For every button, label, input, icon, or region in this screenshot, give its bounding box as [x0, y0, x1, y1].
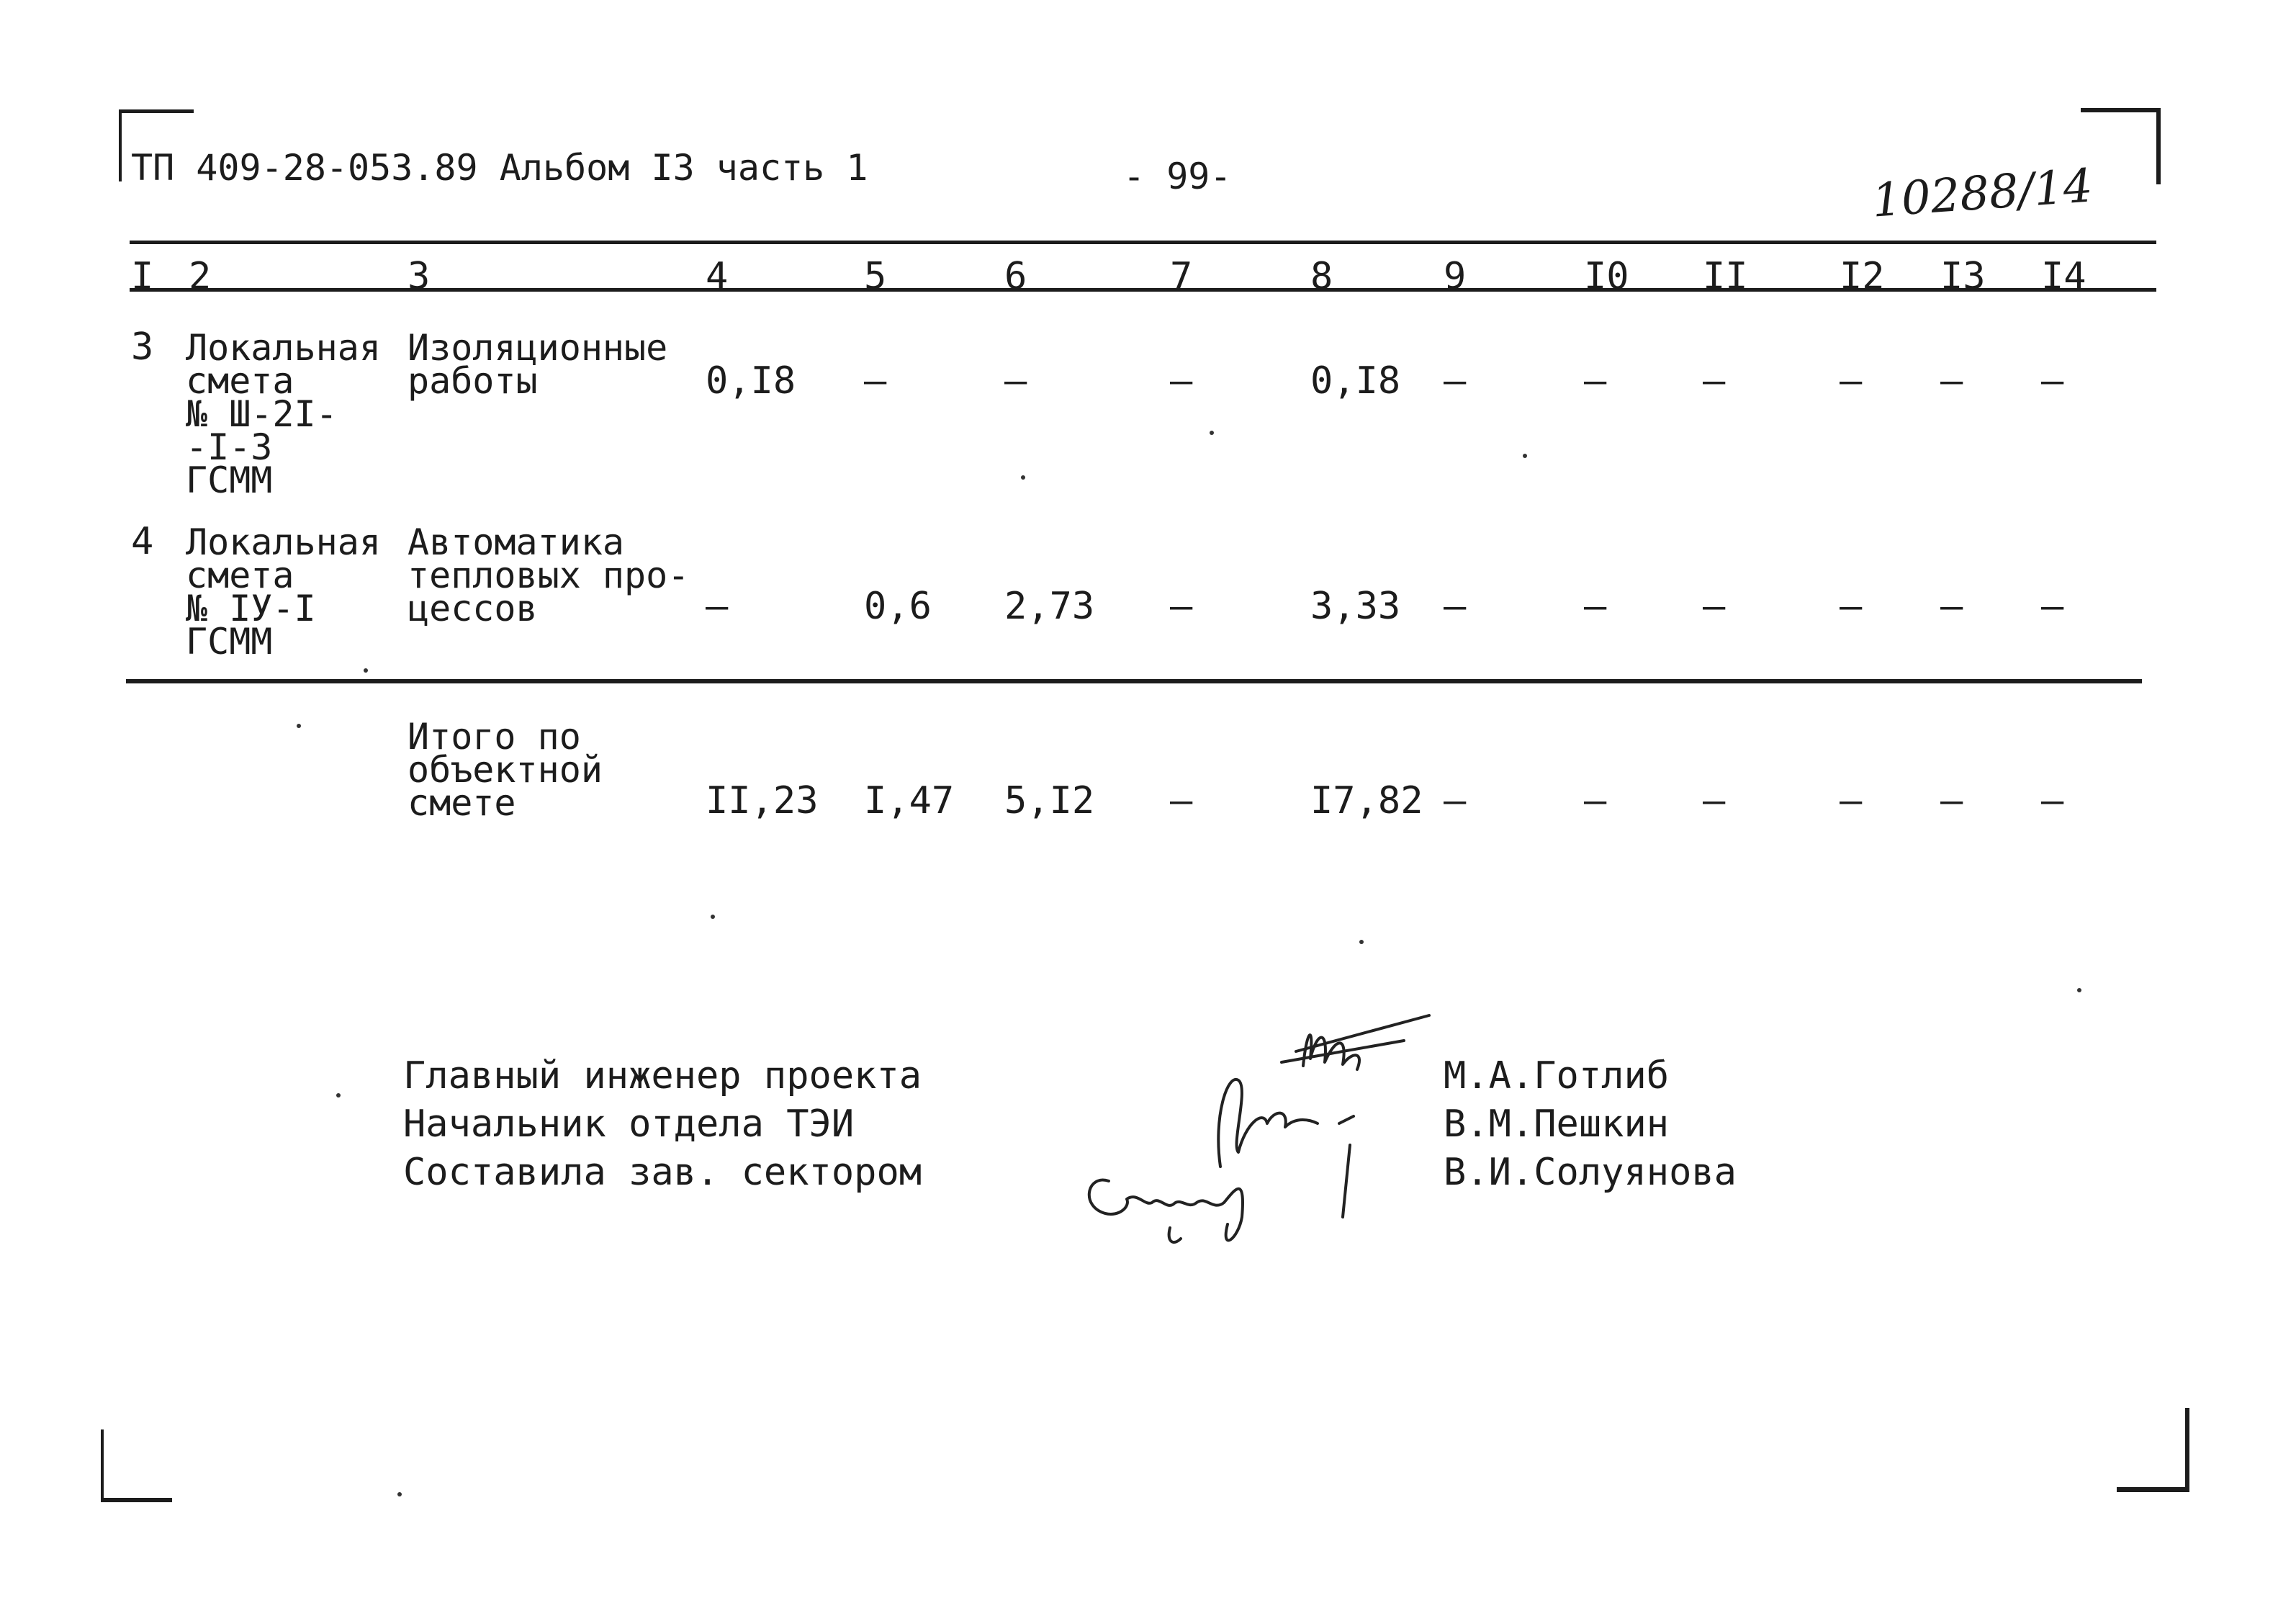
cell-col4: – [706, 585, 729, 628]
corner-mark-top-right [2081, 108, 2161, 184]
estimate-document: Локальная смета № Ш-2I- -I-3 ГСММ [186, 327, 381, 501]
row-number: 3 [131, 326, 154, 369]
signatory-name: В.И.Солуянова [1444, 1151, 1737, 1194]
cell-col11: – [1703, 359, 1726, 403]
cell-col12: – [1840, 585, 1863, 628]
cell-col9: – [1444, 585, 1467, 628]
cell-col14: – [2041, 359, 2064, 403]
signatory-name: М.А.Готлиб [1444, 1054, 1670, 1097]
column-header: 3 [408, 255, 431, 298]
cell-col12: – [1840, 359, 1863, 403]
cell-col10: – [1584, 359, 1607, 403]
column-header: I0 [1584, 255, 1629, 298]
cell-col5: 0,6 [864, 585, 932, 628]
cell-col7: – [1170, 359, 1193, 403]
column-header: 2 [189, 255, 212, 298]
total-col4: II,23 [706, 779, 819, 822]
cell-col6: – [1004, 359, 1027, 403]
column-header: II [1703, 255, 1748, 298]
cell-col9: – [1444, 359, 1467, 403]
scan-speck [297, 724, 301, 728]
total-separator-rule [126, 679, 2142, 683]
cell-col13: – [1940, 359, 1963, 403]
column-header: 4 [706, 255, 729, 298]
total-col5: I,47 [864, 779, 955, 822]
row-number: 4 [131, 520, 154, 563]
signatory-title: Составила зав. сектором [403, 1151, 922, 1194]
signature-3 [1089, 1180, 1243, 1242]
cell-col14: – [2041, 585, 2064, 628]
column-header: I [131, 255, 154, 298]
total-col10: – [1584, 779, 1607, 822]
document-reference: ТП 409-28-053.89 Альбом I3 часть 1 [131, 147, 868, 189]
cell-col5: – [864, 359, 887, 403]
scan-speck [711, 915, 715, 919]
total-col9: – [1444, 779, 1467, 822]
signatory-title: Начальник отдела ТЭИ [403, 1103, 855, 1146]
total-col7: – [1170, 779, 1193, 822]
total-col11: – [1703, 779, 1726, 822]
page-number: - 99- [1123, 156, 1232, 197]
signature-1 [1282, 1015, 1429, 1069]
cell-col7: – [1170, 585, 1193, 628]
estimate-document: Локальная смета № IУ-I ГСММ [186, 521, 381, 663]
column-header: I4 [2041, 255, 2086, 298]
cell-col13: – [1940, 585, 1963, 628]
total-col6: 5,I2 [1004, 779, 1095, 822]
cell-col10: – [1584, 585, 1607, 628]
scan-speck [336, 1093, 341, 1097]
handwritten-signatures [1066, 1001, 1469, 1275]
column-header: 5 [864, 255, 887, 298]
total-col8: I7,82 [1310, 779, 1423, 822]
cell-col8: 0,I8 [1310, 359, 1401, 403]
cell-col4: 0,I8 [706, 359, 796, 403]
scan-speck [397, 1492, 402, 1496]
column-header: 6 [1004, 255, 1027, 298]
column-header: 8 [1310, 255, 1333, 298]
column-header: I3 [1940, 255, 1986, 298]
scan-speck [1523, 454, 1527, 458]
corner-mark-bottom-left [101, 1429, 172, 1502]
signatory-name: В.М.Пешкин [1444, 1103, 1670, 1146]
cell-col11: – [1703, 585, 1726, 628]
work-name: Автоматика тепловых про- цессов [408, 521, 690, 629]
column-header: 7 [1170, 255, 1193, 298]
scan-speck [2077, 988, 2081, 992]
scan-speck [1021, 475, 1025, 480]
total-col14: – [2041, 779, 2064, 822]
column-header: I2 [1840, 255, 1885, 298]
total-col12: – [1840, 779, 1863, 822]
cell-col8: 3,33 [1310, 585, 1401, 628]
signatory-title: Главный инженер проекта [403, 1054, 922, 1097]
column-header: 9 [1444, 255, 1467, 298]
total-label: Итого по объектной смете [408, 716, 603, 824]
archive-number: 10288/14 [1870, 159, 2094, 228]
scan-speck [364, 668, 368, 673]
corner-mark-bottom-right [2117, 1408, 2189, 1492]
scan-speck [1210, 431, 1214, 435]
cell-col6: 2,73 [1004, 585, 1095, 628]
work-name: Изоляционные работы [408, 327, 668, 402]
scan-speck [1359, 940, 1364, 944]
table-top-rule [130, 241, 2156, 244]
total-col13: – [1940, 779, 1963, 822]
signature-2 [1218, 1079, 1354, 1217]
